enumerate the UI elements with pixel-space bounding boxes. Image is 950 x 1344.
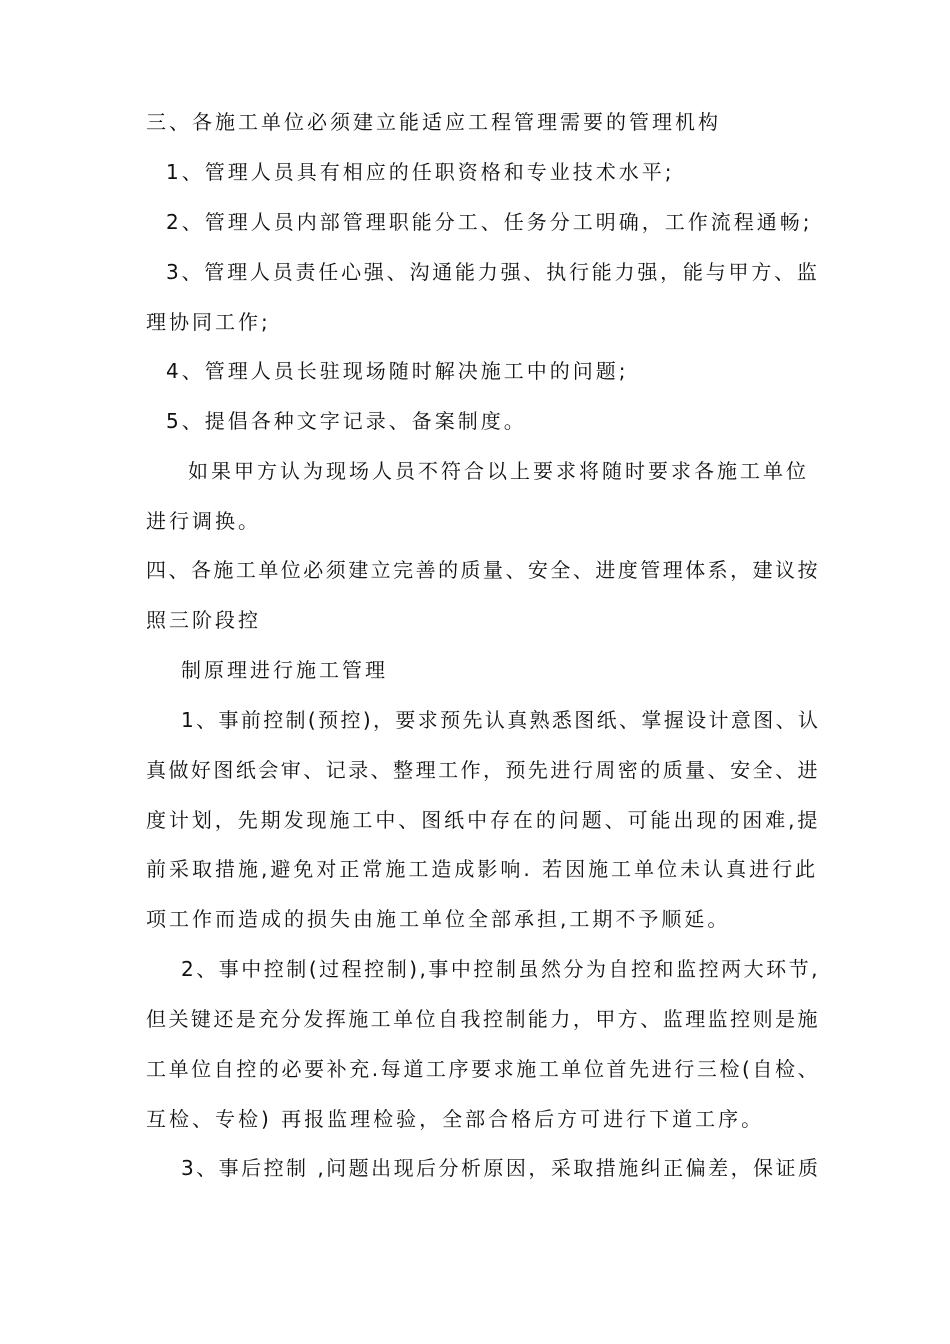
paragraph-line: 3、管理人员责任心强、沟通能力强、执行能力强，能与甲方、监 bbox=[166, 260, 820, 284]
paragraph-line: 1、管理人员具有相应的任职资格和专业技术水平; bbox=[166, 160, 675, 184]
paragraph-line: 理协同工作; bbox=[146, 310, 271, 334]
paragraph-line: 进行调换。 bbox=[146, 509, 261, 533]
paragraph-line: 1、事前控制(预控)，要求预先认真熟悉图纸、掌握设计意图、认 bbox=[181, 708, 821, 732]
paragraph-line: 3、事后控制 ,问题出现后分析原因，采取措施纠正偏差，保证质 bbox=[181, 1156, 821, 1180]
section-heading-four-cont: 照三阶段控 bbox=[146, 608, 261, 632]
section-heading-four: 四、各施工单位必须建立完善的质量、安全、进度管理体系，建议按 bbox=[146, 558, 820, 582]
paragraph-line: 2、管理人员内部管理职能分工、任务分工明确，工作流程通畅; bbox=[166, 210, 813, 234]
paragraph-line: 制原理进行施工管理 bbox=[181, 658, 388, 682]
paragraph-line: 真做好图纸会审、记录、整理工作，预先进行周密的质量、安全、进 bbox=[146, 758, 820, 782]
paragraph-line: 互检、专检) 再报监理检验，全部合格后方可进行下道工序。 bbox=[146, 1107, 765, 1131]
paragraph-line: 5、提倡各种文字记录、备案制度。 bbox=[166, 409, 527, 433]
paragraph-line: 如果甲方认为现场人员不符合以上要求将随时要求各施工单位 bbox=[188, 459, 809, 483]
paragraph-line: 但关键还是充分发挥施工单位自我控制能力，甲方、监理监控则是施 bbox=[146, 1007, 820, 1031]
paragraph-line: 2、事中控制(过程控制),事中控制虽然分为自控和监控两大环节, bbox=[181, 957, 821, 981]
paragraph-line: 前采取措施,避免对正常施工造成影响. 若因施工单位未认真进行此 bbox=[146, 857, 819, 881]
paragraph-line: 项工作而造成的损失由施工单位全部承担,工期不予顺延。 bbox=[146, 907, 731, 931]
paragraph-line: 度计划，先期发现施工中、图纸中存在的问题、可能出现的困难,提 bbox=[146, 808, 821, 832]
section-heading-three: 三、各施工单位必须建立能适应工程管理需要的管理机构 bbox=[146, 110, 721, 134]
paragraph-line: 4、管理人员长驻现场随时解决施工中的问题; bbox=[166, 359, 629, 383]
paragraph-line: 工单位自控的必要补充.每道工序要求施工单位首先进行三检(自检、 bbox=[146, 1057, 821, 1081]
